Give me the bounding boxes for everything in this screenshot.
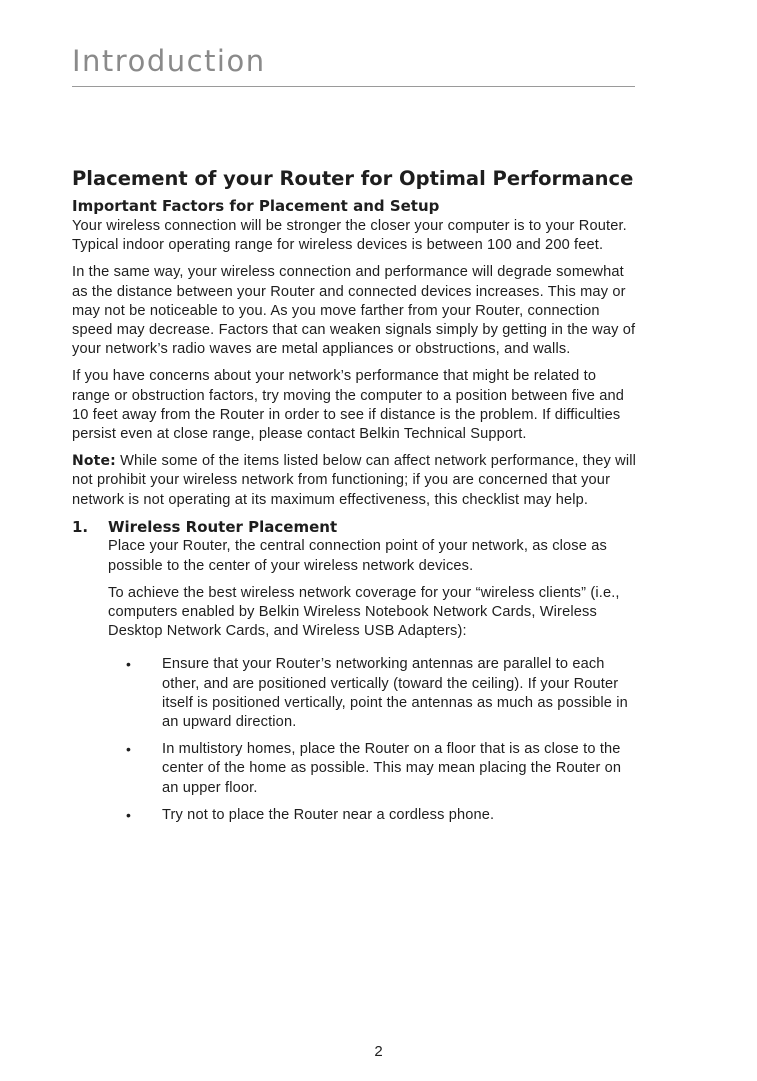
note-text: While some of the items listed below can affect network performance, they will not prohibit your wireless network from functioning; if you are concerned that your network is not operating at its maximum effectiveness, this checklist may help. bbox=[72, 453, 637, 508]
bullet-list bbox=[72, 655, 637, 825]
list-item bbox=[72, 655, 637, 732]
bullet-icon: • bbox=[126, 741, 131, 758]
section-title: Placement of your Router for Optimal Performance bbox=[72, 167, 634, 190]
page-header-title: Introduction bbox=[72, 44, 266, 78]
paragraph: To achieve the best wireless network coverage for your “wireless clients” (i.e., computers enabled by Belkin Wireless Notebook Network Cards, Wireless Desktop Network Cards, and Wireless USB Adapters): bbox=[108, 584, 620, 640]
paragraph: Place your Router, the central connection point of your network, as close as possible to the center of your wireless network devices. bbox=[108, 538, 607, 574]
main-content bbox=[72, 165, 637, 833]
paragraph: Your wireless connection will be stronger the closer your computer is to your Router. Typical indoor operating range for wireless devices is between 100 and 200 feet. bbox=[72, 218, 627, 254]
bullet-text: In multistory homes, place the Router on a floor that is as close to the center of the home as possible. This may mean placing the Router on an upper floor. bbox=[162, 741, 622, 796]
note-paragraph bbox=[72, 452, 637, 510]
list-item bbox=[72, 740, 637, 798]
header-divider bbox=[72, 86, 635, 87]
bullet-icon: • bbox=[126, 806, 131, 823]
item-heading: Wireless Router Placement bbox=[108, 517, 338, 536]
note-label: Note: bbox=[72, 453, 116, 470]
page-number: 2 bbox=[374, 1043, 383, 1060]
bullet-icon: • bbox=[126, 656, 131, 673]
bullet-text: Ensure that your Router’s networking antennas are parallel to each other, and are positioned vertically (toward the ceiling). If your Router itself is positioned vertically, point the antennas as much as possible in an upward direction. bbox=[162, 656, 628, 730]
item-number: 1. bbox=[72, 517, 89, 536]
bullet-text: Try not to place the Router near a cordless phone. bbox=[162, 806, 495, 823]
subsection-title: Important Factors for Placement and Setup bbox=[72, 197, 440, 215]
paragraph: In the same way, your wireless connection and performance will degrade somewhat as the distance between your Router and connected devices increases. This may or may not be noticeable to you. As you move farther from your Router, connection speed may decrease. Factors that can weaken signals simply by getting in the way of your network’s radio waves are metal appliances or obstructions, and walls. bbox=[72, 264, 636, 358]
list-item bbox=[72, 806, 637, 825]
paragraph: If you have concerns about your network’s performance that might be related to range or obstruction factors, try moving the computer to a position between five and 10 feet away from the Router in order to see if distance is the problem. If difficulties persist even at close range, please contact Belkin Technical Support. bbox=[72, 368, 625, 443]
item-body bbox=[108, 537, 637, 641]
numbered-item bbox=[72, 518, 637, 825]
